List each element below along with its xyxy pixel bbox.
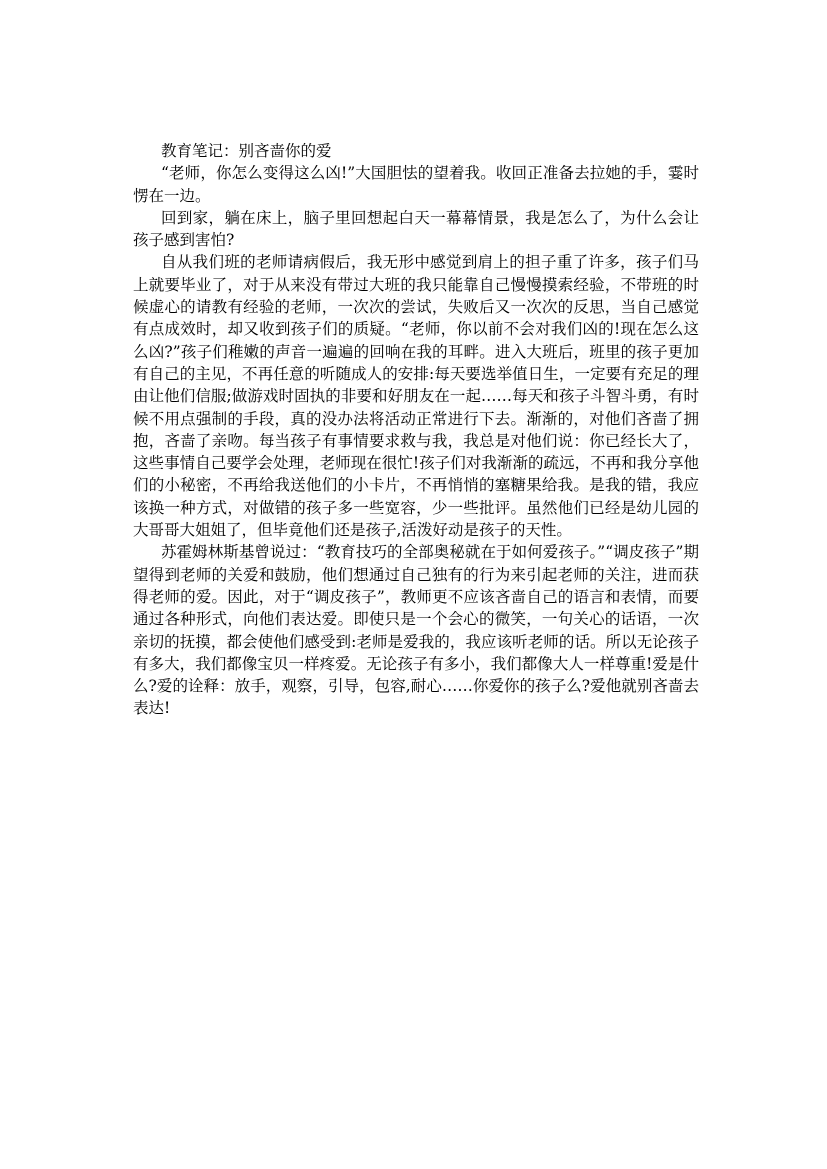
paragraph-1: “老师，你怎么变得这么凶!”大国胆怯的望着我。收回正准备去拉她的手，霎时愣在一边。: [133, 164, 699, 205]
document-title: 教育笔记：别吝啬你的爱: [161, 142, 332, 160]
paragraph-3: 自从我们班的老师请病假后，我无形中感觉到肩上的担子重了许多，孩子们马上就要毕业了，对于从来没有带过大班的我只能靠自己慢慢摸索经验，不带班的时候虚心的请教有经验的老师，一次次的尝试，失败后又一次次的反思，当自己感觉有点成效时，却又收到孩子们的质疑。“老师，你以前不会对我们凶的!现在怎么这么凶?”孩子们稚嫩的声音一遍遍的回响在我的耳畔。进入大班后，班里的孩子更加有自己的主见，不再任意的听随成人的安排:每天要选举值日生，一定要有充足的理由让他们信服;做游戏时固执的非要和好朋友在一起……每天和孩子斗智斗勇，有时候不用点强制的手段，真的没办法将活动正常进行下去。渐渐的，对他们吝啬了拥抱，吝啬了亲吻。每当孩子有事情要求救与我，我总是对他们说：你已经长大了，这些事情自己要学会处理，老师现在很忙!孩子们对我渐渐的疏远，不再和我分享他们的小秘密，不再给我送他们的小卡片，不再悄悄的塞糖果给我。是我的错，我应该换一种方式，对做错的孩子多一些宽容，少一些批评。虽然他们已经是幼儿园的大哥哥大姐姐了，但毕竟他们还是孩子,活泼好动是孩子的天性。: [133, 253, 699, 540]
paragraph-2: 回到家，躺在床上，脑子里回想起白天一幕幕情景，我是怎么了，为什么会让孩子感到害怕?: [133, 208, 699, 250]
document-body: [133, 140, 699, 720]
paragraph-4: 苏霍姆林斯基曾说过：“教育技巧的全部奥秘就在于如何爱孩子。”“调皮孩子”期望得到老师的关爱和鼓励，他们想通过自己独有的行为来引起老师的关注，进而获得老师的爱。因此，对于“调皮孩子”，教师更不应该吝啬自己的语言和表情，而要通过各种形式，向他们表达爱。即使只是一个会心的微笑，一句关心的话语，一次亲切的抚摸，都会使他们感受到:老师是爱我的，我应该听老师的话。所以无论孩子有多大，我们都像宝贝一样疼爱。无论孩子有多小，我们都像大人一样尊重!爱是什么?爱的诠释：放手，观察，引导，包容,耐心……你爱你的孩子么?爱他就别吝啬去表达!: [133, 543, 699, 718]
